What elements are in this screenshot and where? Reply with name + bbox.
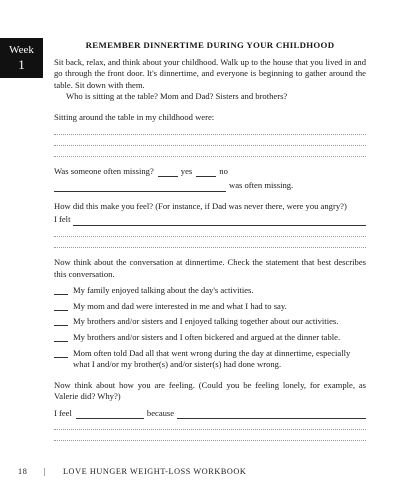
i-feel-row — [54, 408, 366, 420]
week-number: 1 — [18, 57, 25, 72]
week-tab — [0, 38, 43, 78]
option-text: Mom often told Dad all that went wrong during the day at dinnertime, especially what I and/or my brother(s) and/or sister(s) had done wrong. — [73, 347, 351, 370]
option-text: My mom and dad were interested in me and what I had to say. — [73, 300, 287, 311]
answer-line[interactable] — [54, 135, 366, 146]
footer-separator: | — [44, 467, 47, 476]
worksheet — [54, 40, 366, 441]
checklist-item[interactable] — [54, 316, 366, 328]
answer-line[interactable] — [54, 124, 366, 135]
i-felt-row — [54, 214, 366, 226]
intro-question: Who is sitting at the table? Mom and Dad? Sisters and brothers? — [66, 91, 288, 102]
no-label: no — [219, 165, 228, 176]
answer-line[interactable] — [54, 146, 366, 157]
missing-person-blank[interactable] — [54, 182, 226, 192]
checklist-item[interactable] — [54, 301, 366, 313]
page-number: 18 — [18, 467, 28, 476]
check-blank[interactable] — [54, 332, 68, 342]
yes-blank[interactable] — [158, 167, 178, 177]
no-blank[interactable] — [196, 167, 216, 177]
sitting-prompt: Sitting around the table in my childhood were: — [54, 111, 215, 122]
week-label: Week — [9, 44, 34, 56]
because-blank[interactable] — [177, 409, 366, 419]
feel-question: How did this make you feel? (For instance, if Dad was never there, were you angry?) — [54, 200, 347, 211]
answer-line[interactable] — [54, 419, 366, 430]
answer-line[interactable] — [54, 226, 366, 237]
missing-question-row — [54, 166, 366, 178]
check-blank[interactable] — [54, 285, 68, 295]
checklist-item[interactable] — [54, 285, 366, 297]
yes-label: yes — [180, 165, 193, 176]
option-text: My brothers and/or sisters and I often bickered and argued at the dinner table. — [73, 331, 341, 342]
because-label: because — [146, 407, 175, 418]
check-blank[interactable] — [54, 301, 68, 311]
checklist-item[interactable] — [54, 348, 366, 371]
page-title: REMEMBER DINNERTIME DURING YOUR CHILDHOOD — [85, 40, 335, 50]
book-title: LOVE HUNGER WEIGHT-LOSS WORKBOOK — [62, 467, 247, 476]
answer-line[interactable] — [54, 237, 366, 248]
checklist-item[interactable] — [54, 332, 366, 344]
i-feel-blank[interactable] — [76, 409, 144, 419]
i-felt-label: I felt — [54, 214, 71, 225]
missing-suffix: was often missing. — [229, 180, 294, 191]
feeling-prompt: Now think about how you are feeling. (Could you be feeling lonely, for example, as Valerie did? Why?) — [54, 379, 366, 402]
option-text: My brothers and/or sisters and I enjoyed talking together about our activities. — [73, 316, 339, 327]
missing-question: Was someone often missing? — [54, 165, 154, 176]
check-blank[interactable] — [54, 348, 68, 358]
conversation-prompt: Now think about the conversation at dinnertime. Check the statement that best describes this conversation. — [54, 256, 366, 279]
page-footer — [18, 467, 246, 476]
option-text: My family enjoyed talking about the day's activities. — [73, 285, 254, 296]
missing-name-row — [54, 180, 366, 192]
i-feel-label: I feel — [54, 407, 72, 418]
intro-paragraph: Sit back, relax, and think about your childhood. Walk up to the house that you lived in and go through the front door. It's dinnertime, and everyone is beginning to gather around the table. Sit down with them. — [54, 56, 366, 90]
answer-line[interactable] — [54, 430, 366, 441]
i-felt-blank[interactable] — [73, 216, 366, 226]
check-blank[interactable] — [54, 316, 68, 326]
